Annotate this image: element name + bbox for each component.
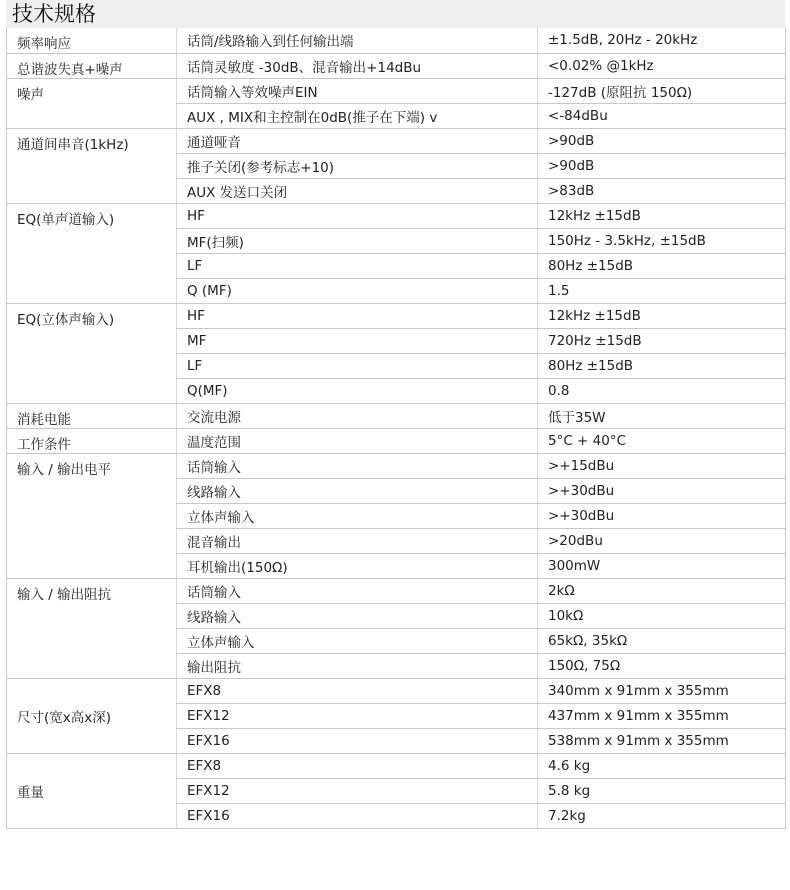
spec-item: AUX 发送口关闭 (177, 178, 538, 203)
spec-item: 立体声输入 (177, 628, 538, 653)
spec-item: LF (177, 353, 538, 378)
spec-category: 输入 / 输出阻抗 (7, 578, 177, 678)
spec-value: 2kΩ (538, 578, 786, 603)
spec-category: 重量 (7, 753, 177, 828)
spec-item: 推子关闭(参考标志+10) (177, 153, 538, 178)
spec-value: >+30dBu (538, 478, 786, 503)
spec-item: 混音输出 (177, 528, 538, 553)
spec-item: 话筒/线路输入到任何输出端 (177, 28, 538, 53)
spec-value: <-84dBu (538, 103, 786, 128)
spec-value: >20dBu (538, 528, 786, 553)
spec-item: 话筒灵敏度 -30dB、混音输出+14dBu (177, 53, 538, 78)
spec-category: 通道间串音(1kHz) (7, 128, 177, 203)
spec-table (6, 28, 786, 829)
spec-row (7, 678, 786, 703)
spec-item: 线路输入 (177, 478, 538, 503)
spec-item: Q (MF) (177, 278, 538, 303)
spec-value: 10kΩ (538, 603, 786, 628)
spec-row (7, 78, 786, 103)
spec-category: 频率响应 (7, 28, 177, 53)
spec-item: LF (177, 253, 538, 278)
spec-row (7, 203, 786, 228)
page-title: 技术规格 (6, 0, 785, 28)
spec-category: 输入 / 输出电平 (7, 453, 177, 578)
spec-category: EQ(立体声输入) (7, 303, 177, 403)
spec-item: 话筒输入 (177, 453, 538, 478)
spec-item: EFX12 (177, 778, 538, 803)
spec-value: 720Hz ±15dB (538, 328, 786, 353)
spec-item: EFX8 (177, 753, 538, 778)
spec-value: 65kΩ, 35kΩ (538, 628, 786, 653)
spec-value: 340mm x 91mm x 355mm (538, 678, 786, 703)
spec-category: 总谐波失真+噪声 (7, 53, 177, 78)
spec-value: 150Ω, 75Ω (538, 653, 786, 678)
spec-item: EFX12 (177, 703, 538, 728)
spec-row (7, 53, 786, 78)
spec-row (7, 128, 786, 153)
spec-value: >+30dBu (538, 503, 786, 528)
spec-value: 80Hz ±15dB (538, 353, 786, 378)
spec-value: 4.6 kg (538, 753, 786, 778)
spec-value: 5.8 kg (538, 778, 786, 803)
spec-item: 耳机输出(150Ω) (177, 553, 538, 578)
spec-category: 消耗电能 (7, 403, 177, 428)
spec-category: EQ(单声道输入) (7, 203, 177, 303)
spec-item: 温度范围 (177, 428, 538, 453)
spec-item: 交流电源 (177, 403, 538, 428)
spec-item: HF (177, 303, 538, 328)
spec-item: EFX16 (177, 803, 538, 828)
spec-category: 尺寸(宽x高x深) (7, 678, 177, 753)
spec-value: 300mW (538, 553, 786, 578)
spec-value: <0.02% @1kHz (538, 53, 786, 78)
spec-category: 噪声 (7, 78, 177, 128)
spec-item: EFX16 (177, 728, 538, 753)
spec-item: 话筒输入 (177, 578, 538, 603)
spec-item: 输出阻抗 (177, 653, 538, 678)
spec-value: -127dB (原阻抗 150Ω) (538, 78, 786, 103)
spec-value: >90dB (538, 153, 786, 178)
spec-item: 通道哑音 (177, 128, 538, 153)
spec-item: MF (177, 328, 538, 353)
spec-item: 话筒输入等效噪声EIN (177, 78, 538, 103)
spec-row (7, 428, 786, 453)
spec-category: 工作条件 (7, 428, 177, 453)
spec-value: >90dB (538, 128, 786, 153)
spec-value: 538mm x 91mm x 355mm (538, 728, 786, 753)
spec-item: MF(扫频) (177, 228, 538, 253)
spec-row (7, 578, 786, 603)
spec-value: >83dB (538, 178, 786, 203)
spec-value: ±1.5dB, 20Hz - 20kHz (538, 28, 786, 53)
spec-row (7, 303, 786, 328)
spec-row (7, 28, 786, 53)
spec-row (7, 453, 786, 478)
spec-value: 437mm x 91mm x 355mm (538, 703, 786, 728)
spec-value: 150Hz - 3.5kHz, ±15dB (538, 228, 786, 253)
spec-item: Q(MF) (177, 378, 538, 403)
spec-value: >+15dBu (538, 453, 786, 478)
spec-item: AUX , MIX和主控制在0dB(推子在下端) v (177, 103, 538, 128)
spec-value: 0.8 (538, 378, 786, 403)
spec-item: 线路输入 (177, 603, 538, 628)
spec-value: 12kHz ±15dB (538, 203, 786, 228)
spec-item: HF (177, 203, 538, 228)
spec-value: 1.5 (538, 278, 786, 303)
spec-value: 7.2kg (538, 803, 786, 828)
spec-item: EFX8 (177, 678, 538, 703)
spec-value: 低于35W (538, 403, 786, 428)
spec-row (7, 753, 786, 778)
spec-value: 80Hz ±15dB (538, 253, 786, 278)
spec-value: 5°C + 40°C (538, 428, 786, 453)
spec-value: 12kHz ±15dB (538, 303, 786, 328)
spec-row (7, 403, 786, 428)
spec-item: 立体声输入 (177, 503, 538, 528)
